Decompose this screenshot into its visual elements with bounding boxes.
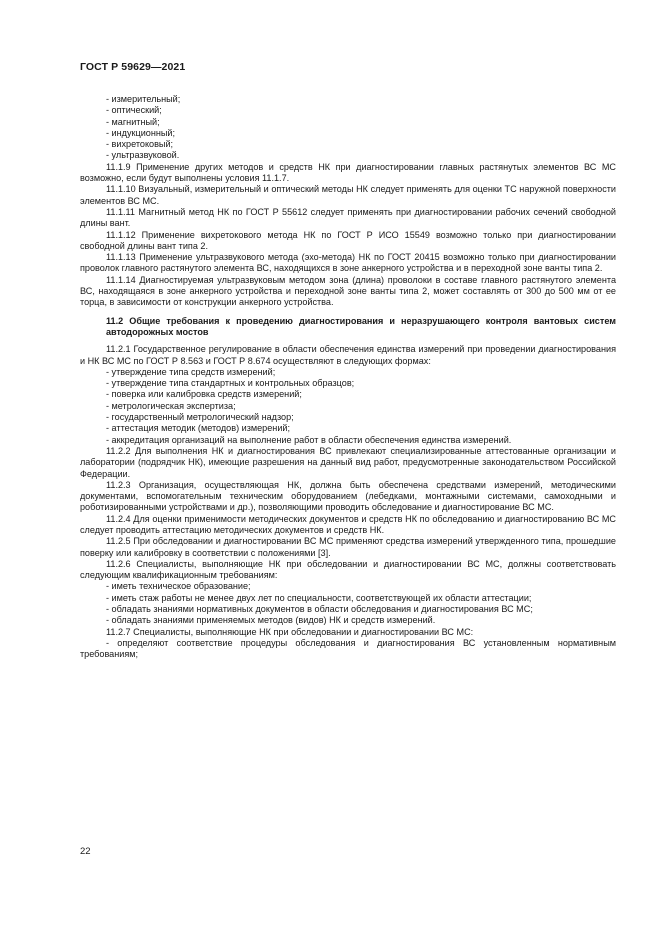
clause-11-2-4: 11.2.4 Для оценки применимости методических документов и средств НК по обследованию и диагностированию ВС МС следует проводить аттестацию методических документов и средств НК. xyxy=(80,513,616,535)
list-item: - обладать знаниями применяемых методов (видов) НК и средств измерений. xyxy=(106,615,436,626)
clause-11-2-3: 11.2.3 Организация, осуществляющая НК, должна быть обеспечена средствами измерений, методическими документами, вспомогательным техническим оборудованием (лебедками, монтажными системами, самоходными и роботизированными устройствами и др.), позволяющими проводить обследование и диагностирование ВС МС. xyxy=(80,479,616,513)
list-item: - магнитный; xyxy=(106,116,160,127)
list-item: - определяют соответствие процедуры обследования и диагностирования ВС установленным нормативным требованиям; xyxy=(80,637,616,660)
list-item: - измерительный; xyxy=(106,94,181,104)
clause-11-2-5: 11.2.5 При обследовании и диагностировании ВС МС применяют средства измерений утвержденного типа, прошедшие поверку или калибровку в соответствии с положениями [3]. xyxy=(80,536,616,558)
list-item: - ультразвуковой. xyxy=(106,150,180,161)
list-item: - оптический; xyxy=(106,105,162,116)
list-item: - вихретоковый; xyxy=(106,139,174,150)
list-item: - государственный метрологический надзор; xyxy=(106,412,294,423)
list-item: - иметь стаж работы не менее двух лет по специальности, соответствующей их области аттестации; xyxy=(106,592,532,603)
clause-11-1-11: 11.1.11 Магнитный метод НК по ГОСТ Р 55612 следует применять при диагностировании рабочих сечений свободной длины вант. xyxy=(80,206,616,229)
clause-11-1-9: 11.1.9 Применение других методов и средств НК при диагностировании главных растянутых элементов ВС МС возможно, если будут выполнены условия 11.1.7. xyxy=(80,161,616,184)
clause-11-2-7: 11.2.7 Специалисты, выполняющие НК при обследовании и диагностировании ВС МС: xyxy=(106,626,474,637)
section-11-2-heading: 11.2 Общие требования к проведению диагностирования и неразрушающего контроля вантовых систем автодорожных мостов xyxy=(106,315,616,337)
clause-11-2-2: 11.2.2 Для выполнения НК и диагностирования ВС привлекают специализированные аттестованные организации и лаборатории (подрядчик НК), имеющие разрешения на данный вид работ, предусмотренные законодательством Российской Федерации. xyxy=(80,445,616,479)
clause-11-2-6: 11.2.6 Специалисты, выполняющие НК при обследовании и диагностировании ВС МС, должны соответствовать следующим квалификационным требованиям: xyxy=(80,558,616,581)
list-item: - утверждение типа средств измерений; xyxy=(106,366,276,377)
page-number: 22 xyxy=(80,846,91,857)
clause-11-1-10: 11.1.10 Визуальный, измерительный и оптический методы НК следует применять для оценки ТС наружной поверхности элементов ВС МС. xyxy=(80,184,616,206)
list-item: - метрологическая экспертиза; xyxy=(106,400,236,411)
list-item: - аттестация методик (методов) измерений; xyxy=(106,423,291,434)
clause-11-2-1: 11.2.1 Государственное регулирование в области обеспечения единства измерений при проведении диагностирования и НК ВС МС по ГОСТ Р 8.563 и ГОСТ Р 8.674 осуществляют в следующих формах: xyxy=(80,344,616,366)
clause-11-1-13: 11.1.13 Применение ультразвукового метода (эхо-метода) НК по ГОСТ 20415 возможно только при диагностировании проволок главного растянутого элемента ВС, находящихся в зоне анкерного устройства и в переходной зоне ванты типа 2. xyxy=(80,252,616,274)
clause-11-1-12: 11.1.12 Применение вихретокового метода НК по ГОСТ Р ИСО 15549 возможно только при диагностировании свободной длины вант типа 2. xyxy=(80,229,616,251)
clause-11-1-14: 11.1.14 Диагностируемая ультразвуковым методом зона (длина) проволоки в составе главного растянутого элемента ВС, находящаяся в зоне анкерного устройства и переходной зоне ванты типа 2, может составлять от 300 до 500 мм от ее торца, в зависимости от конструкции анкерного устройства. xyxy=(80,274,616,308)
list-item: - обладать знаниями нормативных документов в области обследования и диагностирования ВС МС; xyxy=(106,604,533,615)
list-item: - индукционный; xyxy=(106,127,176,138)
list-item: - поверка или калибровка средств измерений; xyxy=(106,389,302,400)
document-code-header: ГОСТ Р 59629—2021 xyxy=(80,61,186,73)
list-item: - иметь техническое образование; xyxy=(106,581,251,592)
document-body xyxy=(80,94,616,661)
list-item: - утверждение типа стандартных и контрольных образцов; xyxy=(106,378,355,389)
list-item: - аккредитация организаций на выполнение работ в области обеспечения единства измерений. xyxy=(106,434,512,445)
